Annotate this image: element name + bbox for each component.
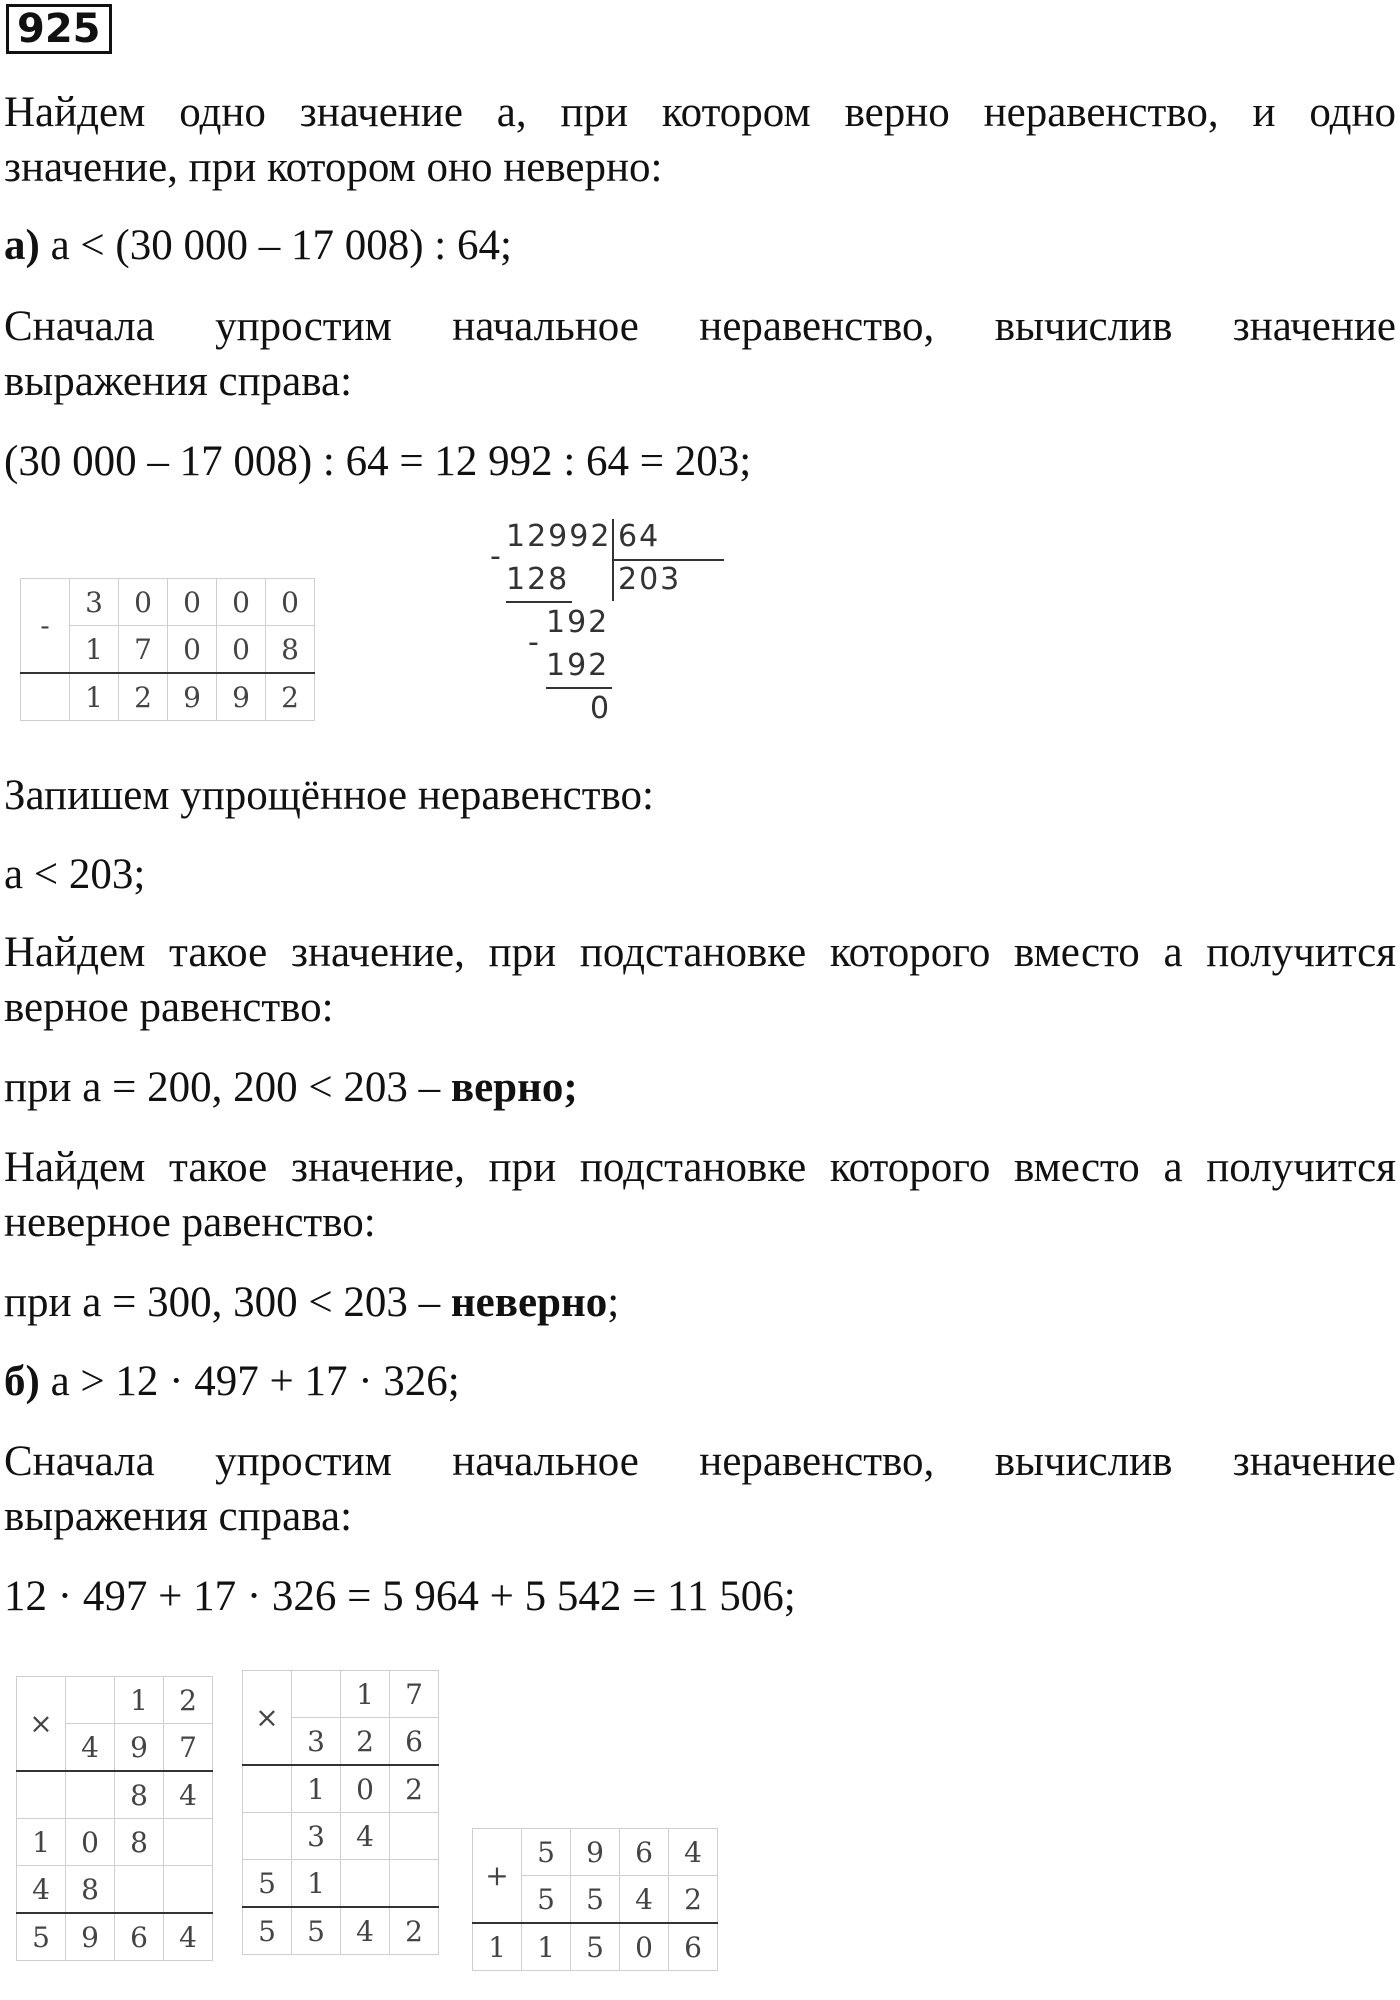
grid-digit: 4: [164, 1913, 213, 1961]
grid-digit: 0: [217, 579, 266, 626]
grid-digit: 0: [620, 1923, 669, 1971]
grid-digit: 7: [119, 626, 168, 674]
grid-digit: 2: [390, 1765, 439, 1813]
grid-digit: 4: [17, 1866, 66, 1914]
grid-digit: 1: [341, 1671, 390, 1718]
addition-grid: [472, 1828, 718, 1971]
grid-digit: [66, 1771, 115, 1819]
grid-digit: [17, 1771, 66, 1819]
operation-sign: ×: [243, 1671, 292, 1766]
find-false-line-1: Найдем такое значение, при подстановке которого вместо а получится: [4, 1144, 1396, 1191]
grid-digit: 5: [243, 1907, 292, 1955]
grid-digit: 1: [522, 1923, 571, 1971]
grid-digit: 0: [66, 1819, 115, 1866]
grid-digit: 2: [266, 673, 315, 721]
grid-digit: 1: [70, 626, 119, 674]
division-underline: [546, 687, 612, 689]
grid-digit: 3: [292, 1718, 341, 1766]
intro-line-1: Найдем одно значение а, при котором верно неравенство, и одно: [4, 89, 1396, 136]
grid-digit: 6: [390, 1718, 439, 1766]
grid-digit: 1: [17, 1819, 66, 1866]
grid-digit: 1: [473, 1923, 522, 1971]
grid-digit: 8: [115, 1771, 164, 1819]
grid-digit: 4: [66, 1724, 115, 1772]
grid-digit: 5: [522, 1876, 571, 1924]
part-a-simplify-line-1: Сначала упростим начальное неравенство, вычислив значение: [4, 303, 1396, 350]
operation-sign: ×: [17, 1677, 66, 1772]
grid-digit: 6: [669, 1923, 718, 1971]
part-a-inequality: a < (30 000 – 17 008) : 64;: [39, 222, 512, 269]
grid-digit: [390, 1860, 439, 1908]
division-final-remainder: 0: [590, 691, 612, 726]
grid-digit: 0: [217, 626, 266, 674]
grid-digit: 0: [168, 579, 217, 626]
multiplication-grid-1: [16, 1676, 213, 1961]
grid-digit: 1: [70, 673, 119, 721]
division-divisor: 64: [618, 519, 661, 554]
grid-digit: 5: [571, 1876, 620, 1924]
grid-digit: 2: [390, 1907, 439, 1955]
grid-digit: 1: [292, 1765, 341, 1813]
division-step-subtrahend: 128: [506, 562, 570, 597]
part-a-simplify-line-2: выражения справа:: [4, 358, 353, 405]
subtraction-grid: [20, 578, 315, 721]
false-verdict: неверно: [450, 1279, 608, 1326]
division-quotient: 203: [618, 562, 682, 597]
division-bracket-horizontal: [612, 559, 724, 561]
grid-digit: 0: [119, 579, 168, 626]
long-division: [490, 515, 710, 735]
false-example: [4, 1278, 619, 1328]
grid-digit: 5: [292, 1907, 341, 1955]
operation-sign: -: [21, 579, 70, 674]
intro-line-2: значение, при котором оно неверно:: [4, 144, 663, 191]
part-a-label: а): [4, 222, 40, 269]
operation-sign: +: [473, 1829, 522, 1924]
grid-digit: 7: [390, 1671, 439, 1718]
grid-digit: 0: [266, 579, 315, 626]
division-dividend: 12992: [506, 519, 612, 554]
multiplication-grid-2: [242, 1670, 439, 1955]
grid-digit: 1: [115, 1677, 164, 1724]
grid-digit: 5: [17, 1913, 66, 1961]
simplified-inequality: a < 203;: [4, 851, 146, 898]
grid-digit: 5: [571, 1923, 620, 1971]
grid-digit: 9: [66, 1913, 115, 1961]
part-b-computation: 12 · 497 + 17 · 326 = 5 964 + 5 542 = 11 506;: [4, 1573, 796, 1620]
grid-digit: [243, 1813, 292, 1860]
grid-digit: 2: [669, 1876, 718, 1924]
grid-digit: 4: [341, 1813, 390, 1860]
grid-digit: 2: [341, 1718, 390, 1766]
grid-digit: 7: [164, 1724, 213, 1772]
grid-digit: 2: [119, 673, 168, 721]
true-example: [4, 1063, 578, 1113]
grid-digit: 3: [292, 1813, 341, 1860]
grid-digit: [115, 1866, 164, 1914]
part-b-label: б): [4, 1358, 40, 1405]
false-example-text: при a = 300, 300 < 203 –: [4, 1279, 451, 1326]
grid-digit: [341, 1860, 390, 1908]
grid-digit: 4: [669, 1829, 718, 1876]
grid-digit: [164, 1819, 213, 1866]
find-true-line-2: верное равенство:: [4, 984, 334, 1031]
part-b-simplify-line-2: выражения справа:: [4, 1493, 353, 1540]
find-false-line-2: неверное равенство:: [4, 1199, 376, 1246]
grid-digit: 9: [115, 1724, 164, 1772]
grid-digit: [66, 1677, 115, 1724]
grid-digit: 8: [266, 626, 315, 674]
grid-digit: [390, 1813, 439, 1860]
part-a-computation: (30 000 – 17 008) : 64 = 12 992 : 64 = 203;: [4, 438, 752, 485]
part-b-simplify-line-1: Сначала упростим начальное неравенство, вычислив значение: [4, 1438, 1396, 1485]
grid-digit: 3: [70, 579, 119, 626]
grid-digit: 4: [341, 1907, 390, 1955]
division-step-subtrahend: 192: [546, 648, 610, 683]
grid-digit: 6: [115, 1913, 164, 1961]
grid-digit: 2: [164, 1677, 213, 1724]
part-a-statement: [4, 221, 512, 271]
grid-digit: 5: [522, 1829, 571, 1876]
grid-digit: 9: [217, 673, 266, 721]
grid-digit: 4: [620, 1876, 669, 1924]
grid-digit: [164, 1866, 213, 1914]
minus-sign: -: [490, 539, 503, 574]
grid-digit: 1: [292, 1860, 341, 1908]
grid-digit: 9: [168, 673, 217, 721]
true-verdict: верно;: [450, 1064, 578, 1111]
grid-digit: 8: [66, 1866, 115, 1914]
division-remainder-step: 192: [546, 605, 610, 640]
grid-digit: 4: [164, 1771, 213, 1819]
division-underline: [506, 601, 572, 603]
true-example-text: при a = 200, 200 < 203 –: [4, 1064, 451, 1111]
grid-digit: 0: [168, 626, 217, 674]
find-true-line-1: Найдем такое значение, при подстановке которого вместо а получится: [4, 929, 1396, 976]
part-b-statement: [4, 1357, 460, 1407]
grid-digit: 8: [115, 1819, 164, 1866]
minus-sign: -: [528, 625, 541, 660]
write-simplified-text: Запишем упрощённое неравенство:: [4, 772, 654, 819]
grid-digit: [243, 1765, 292, 1813]
grid-digit: 5: [243, 1860, 292, 1908]
task-number: 925: [6, 4, 112, 54]
grid-digit: 0: [341, 1765, 390, 1813]
false-example-end: ;: [607, 1279, 620, 1326]
grid-digit: [292, 1671, 341, 1718]
part-b-inequality: a > 12 · 497 + 17 · 326;: [39, 1358, 460, 1405]
grid-digit: 9: [571, 1829, 620, 1876]
grid-digit: 6: [620, 1829, 669, 1876]
